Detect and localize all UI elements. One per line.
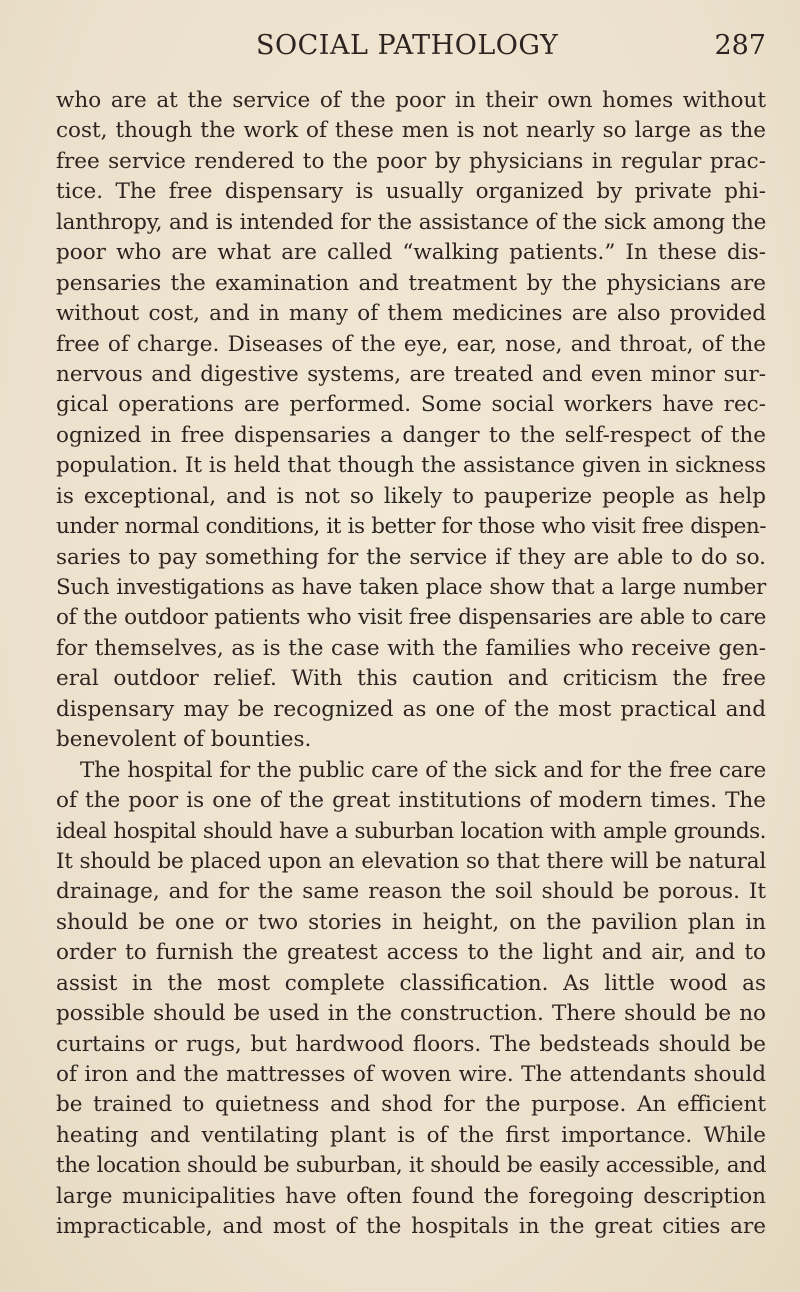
text-line: free of charge. Diseases of the eye, ear, nose, and throat, of the bbox=[56, 331, 766, 357]
text-line: tice. The free dispensary is usually organized by private phi- bbox=[56, 179, 766, 205]
text-line: curtains or rugs, but hardwood floors. The bedsteads should be bbox=[56, 1031, 766, 1057]
text-line: nervous and digestive systems, are treated and even minor sur- bbox=[56, 361, 766, 387]
text-line: the location should be suburban, it should be easily accessible, and bbox=[56, 1153, 766, 1179]
body-text bbox=[56, 86, 766, 1243]
text-line: eral outdoor relief. With this caution and criticism the free bbox=[56, 666, 766, 692]
text-line: heating and ventilating plant is of the first importance. While bbox=[56, 1122, 766, 1148]
text-line: Such investigations as have taken place show that a large number bbox=[56, 575, 766, 600]
page-number: 287 bbox=[714, 30, 766, 61]
text-line: large municipalities have often found the foregoing description bbox=[56, 1183, 766, 1209]
text-line: saries to pay something for the service if they are able to do so. bbox=[56, 544, 766, 570]
text-line: of the outdoor patients who visit free dispensaries are able to care bbox=[56, 605, 766, 631]
paragraph-end-line: benevolent of bounties. bbox=[56, 727, 312, 753]
text-line: assist in the most complete classification. As little wood as bbox=[56, 970, 766, 996]
text-line: without cost, and in many of them medicines are also provided bbox=[56, 301, 766, 327]
text-line: ognized in free dispensaries a danger to the self-respect of the bbox=[56, 422, 766, 448]
text-line: dispensary may be recognized as one of the most practical and bbox=[56, 696, 766, 722]
text-line: should be one or two stories in height, on the pavilion plan in bbox=[56, 909, 766, 935]
text-line: order to furnish the greatest access to the light and air, and to bbox=[56, 940, 766, 966]
text-line: ideal hospital should have a suburban location with ample grounds. bbox=[56, 818, 766, 844]
text-line: gical operations are performed. Some social workers have rec- bbox=[56, 392, 766, 418]
running-title: SOCIAL PATHOLOGY bbox=[256, 30, 559, 61]
text-line: is exceptional, and is not so likely to pauperize people as help bbox=[56, 483, 766, 509]
text-line: cost, though the work of these men is not nearly so large as the bbox=[56, 118, 766, 144]
text-line: who are at the service of the poor in their own homes without bbox=[56, 88, 766, 113]
paragraph-start-line: The hospital for the public care of the sick and for the free care bbox=[80, 757, 766, 783]
text-line: drainage, and for the same reason the soil should be porous. It bbox=[56, 879, 766, 905]
text-line: possible should be used in the construction. There should be no bbox=[56, 1001, 766, 1027]
text-line: It should be placed upon an elevation so that there will be natural bbox=[56, 848, 766, 874]
text-line: of iron and the mattresses of woven wire. The attendants should bbox=[56, 1062, 766, 1087]
text-line: population. It is held that though the assistance given in sickness bbox=[56, 453, 766, 479]
text-line: of the poor is one of the great institutions of modern times. The bbox=[56, 788, 766, 814]
text-line: poor who are what are called “walking patients.” In these dis- bbox=[56, 240, 766, 266]
text-line: free service rendered to the poor by physicians in regular prac- bbox=[56, 148, 766, 174]
text-line: for themselves, as is the case with the families who receive gen- bbox=[56, 635, 766, 661]
text-line: be trained to quietness and shod for the purpose. An efficient bbox=[56, 1092, 766, 1118]
text-line: lanthropy, and is intended for the assistance of the sick among the bbox=[56, 209, 766, 235]
text-line: impracticable, and most of the hospitals in the great cities are bbox=[56, 1214, 766, 1240]
running-head bbox=[56, 24, 766, 64]
text-line: under normal conditions, it is better for those who visit free dispen- bbox=[56, 514, 766, 540]
text-line: pensaries the examination and treatment by the physicians are bbox=[56, 270, 766, 296]
